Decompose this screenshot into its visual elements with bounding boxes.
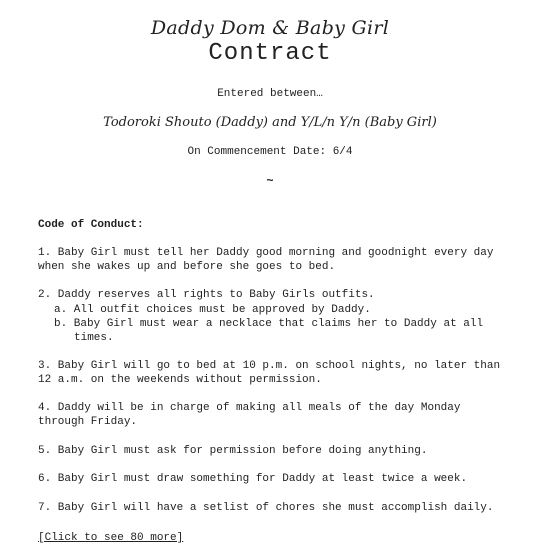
commencement-date: On Commencement Date: 6/4 bbox=[187, 146, 353, 158]
contract-subtitle: Daddy Dom & Baby Girl bbox=[150, 17, 390, 39]
separator: ~ bbox=[266, 174, 274, 188]
subrule-item: b. Baby Girl must wear a necklace that claims her to Daddy at all times. bbox=[54, 318, 484, 344]
see-more-link[interactable]: [Click to see 80 more] bbox=[38, 532, 184, 544]
contract-title: Contract bbox=[208, 40, 332, 67]
rule-item: 7. Baby Girl will have a setlist of chores she must accomplish daily. bbox=[38, 502, 494, 514]
rule-item: 2. Daddy reserves all rights to Baby Girls outfits. bbox=[38, 289, 375, 301]
entered-between-line: Entered between… bbox=[217, 88, 323, 100]
subrule-item: a. All outfit choices must be approved by Daddy. bbox=[54, 304, 371, 316]
rule-item: 6. Baby Girl must draw something for Daddy at least twice a week. bbox=[38, 473, 468, 485]
parties-line: Todoroki Shouto (Daddy) and Y/L/n Y/n (Baby Girl) bbox=[103, 115, 437, 130]
rule-item: 1. Baby Girl must tell her Daddy good morning and goodnight every day when she wakes up and before she goes to bed. bbox=[38, 247, 494, 273]
rule-item: 3. Baby Girl will go to bed at 10 p.m. on school nights, no later than 12 a.m. on the weekends without permission. bbox=[38, 360, 501, 386]
rule-item: 5. Baby Girl must ask for permission before doing anything. bbox=[38, 445, 428, 457]
rule-item: 4. Daddy will be in charge of making all meals of the day Monday through Friday. bbox=[38, 402, 461, 428]
section-title: Code of Conduct: bbox=[38, 219, 144, 231]
